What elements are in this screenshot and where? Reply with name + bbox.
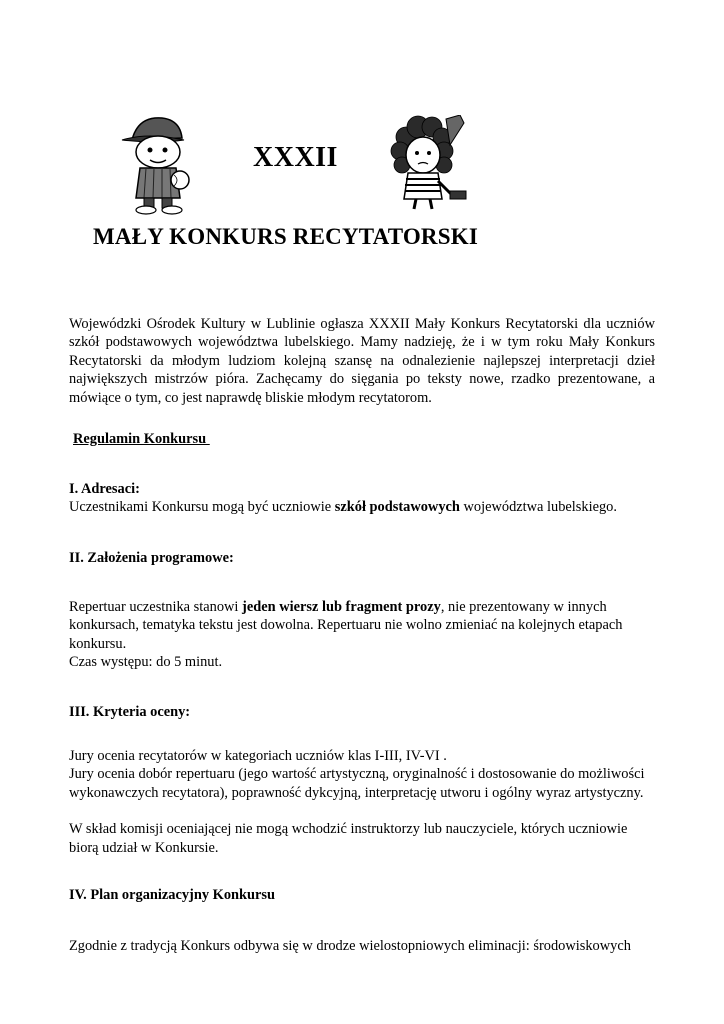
intro-paragraph: Wojewódzki Ośrodek Kultury w Lublinie ogłasza XXXII Mały Konkurs Recytatorski dla uczniów szkół podstawowych województwa lubelskiego. Mamy nadzieję, że i w tym roku Mały Konkurs Recytatorski da młodym ludziom kolejną szansę na odnalezienie najlepszej interpretacji dzieł największych mistrzów pióra. Zachęcamy do sięgania po teksty nowe, rzadko prezentowane, a mówiące o tym, co jest naprawdę bliskie młodym recytatorom. bbox=[69, 316, 655, 406]
section-2-repertoire: Repertuar uczestnika stanowi jeden wiersz lub fragment prozy, nie prezentowany w innych konkursach, tematyka tekstu jest dowolna. Repertuaru nie wolno zmieniać na kolejnych etapach konkursu. bbox=[69, 599, 623, 652]
boy-baseball-icon bbox=[118, 110, 196, 215]
section-2-text bbox=[69, 598, 655, 672]
section-3-line-2: Jury ocenia dobór repertuaru (jego wartość artystyczną, oryginalność i dostosowanie do możliwości wykonawczych recytatora), poprawność dykcyjną, interpretację utworu i ogólny wyraz artystyczny. bbox=[69, 766, 645, 801]
section-2-time: Czas występu: do 5 minut. bbox=[69, 654, 223, 671]
section-3-line-3: W skład komisji oceniającej nie mogą wchodzić instruktorzy lub nauczyciele, których uczniowie biorą udział w Konkursie. bbox=[69, 821, 628, 856]
section-3-heading: III. Kryteria oceny: bbox=[69, 704, 191, 720]
section-2-heading: II. Założenia programowe: bbox=[69, 550, 234, 566]
page-title: MAŁY KONKURS RECYTATORSKI bbox=[93, 224, 478, 249]
section-1-text: Uczestnikami Konkursu mogą być uczniowie szkół podstawowych województwa lubelskiego. bbox=[69, 499, 617, 516]
section-3-line-1: Jury ocenia recytatorów w kategoriach uczniów klas I-III, IV-VI . bbox=[69, 748, 447, 764]
section-3-text bbox=[69, 747, 655, 857]
section-1-heading: I. Adresaci: bbox=[69, 481, 140, 497]
regulamin-heading: Regulamin Konkursu bbox=[73, 431, 210, 447]
section-4-text: Zgodnie z tradycją Konkurs odbywa się w drodze wielostopniowych eliminacji: środowiskowych bbox=[69, 938, 631, 954]
section-4-heading: IV. Plan organizacyjny Konkursu bbox=[69, 887, 276, 903]
edition-number: XXXII bbox=[253, 142, 338, 173]
girl-curly-hair-icon bbox=[386, 115, 468, 210]
section-1 bbox=[69, 480, 655, 517]
